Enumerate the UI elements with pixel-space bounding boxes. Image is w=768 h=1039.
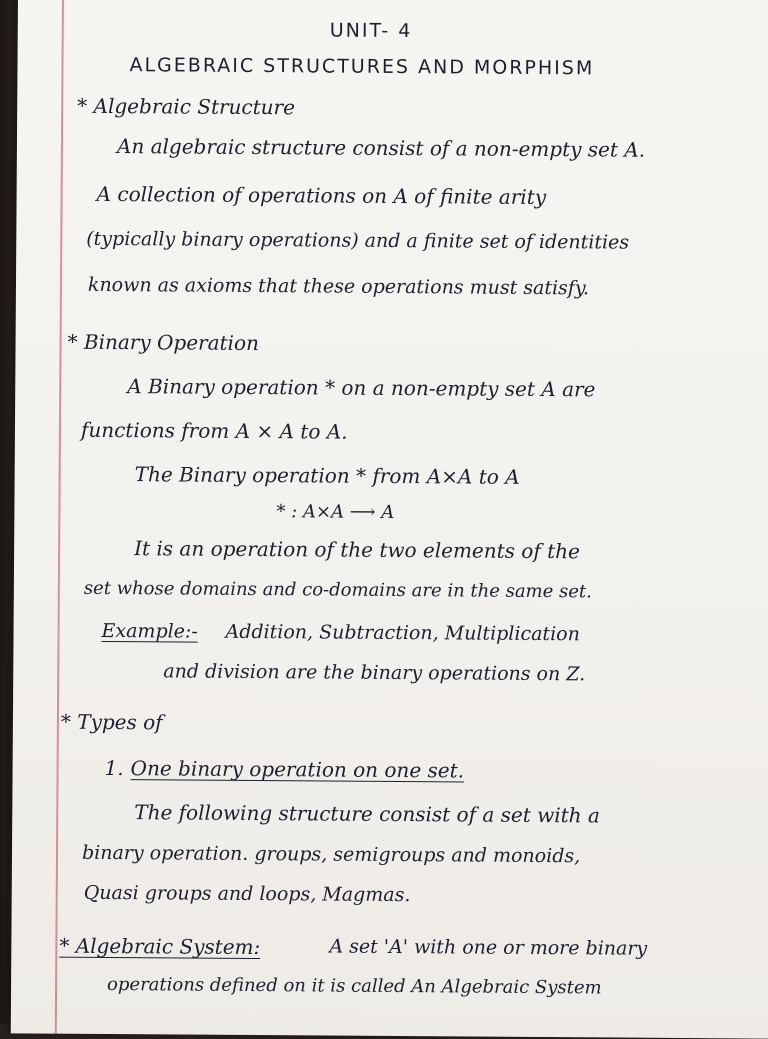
example-label: Example:- bbox=[101, 619, 198, 643]
example-line: and division are the binary operations on Z. bbox=[163, 660, 586, 686]
paragraph-line: functions from A × A to A. bbox=[80, 417, 348, 444]
paragraph-line: It is an operation of the two elements of the bbox=[134, 536, 580, 564]
paragraph-line: binary operation. groups, semigroups and monoids, bbox=[81, 841, 581, 868]
page-title: ALGEBRAIC STRUCTURES AND MORPHISM bbox=[129, 54, 595, 80]
paragraph-line: A Binary operation * on a non-empty set A are bbox=[127, 374, 596, 402]
example-line: Addition, Subtraction, Multiplication bbox=[225, 620, 580, 646]
unit-heading: UNIT- 4 bbox=[329, 19, 413, 43]
notebook-page bbox=[11, 0, 768, 1039]
paragraph-line: (typically binary operations) and a finite set of identities bbox=[86, 227, 630, 254]
paragraph-line: A set 'A' with one or more binary bbox=[329, 935, 648, 960]
paragraph-line: set whose domains and co-domains are in the same set. bbox=[83, 577, 592, 603]
paragraph-line: An algebraic structure consist of a non-empty set A. bbox=[116, 134, 646, 162]
list-number: 1. bbox=[104, 755, 124, 781]
section-heading-algebraic-system: * Algebraic System: bbox=[59, 933, 261, 960]
section-heading-types: * Types of bbox=[60, 709, 163, 735]
paragraph-line: operations defined on it is called An Algebraic System bbox=[107, 973, 602, 999]
margin-line bbox=[55, 0, 64, 1034]
list-item-title: One binary operation on one set. bbox=[130, 756, 465, 783]
paragraph-line: Quasi groups and loops, Magmas. bbox=[83, 881, 411, 907]
paragraph-line: The following structure consist of a set with a bbox=[134, 800, 600, 828]
paragraph-line: The Binary operation * from A×A to A bbox=[134, 462, 520, 489]
paragraph-line: known as axioms that these operations must satisfy. bbox=[87, 273, 590, 300]
section-heading-algebraic-structure: * Algebraic Structure bbox=[77, 93, 296, 120]
paragraph-line: A collection of operations on A of finite arity bbox=[96, 181, 547, 210]
section-heading-binary-operation: * Binary Operation bbox=[67, 329, 260, 356]
formula-line: * : A×A ⟶ A bbox=[276, 501, 395, 523]
